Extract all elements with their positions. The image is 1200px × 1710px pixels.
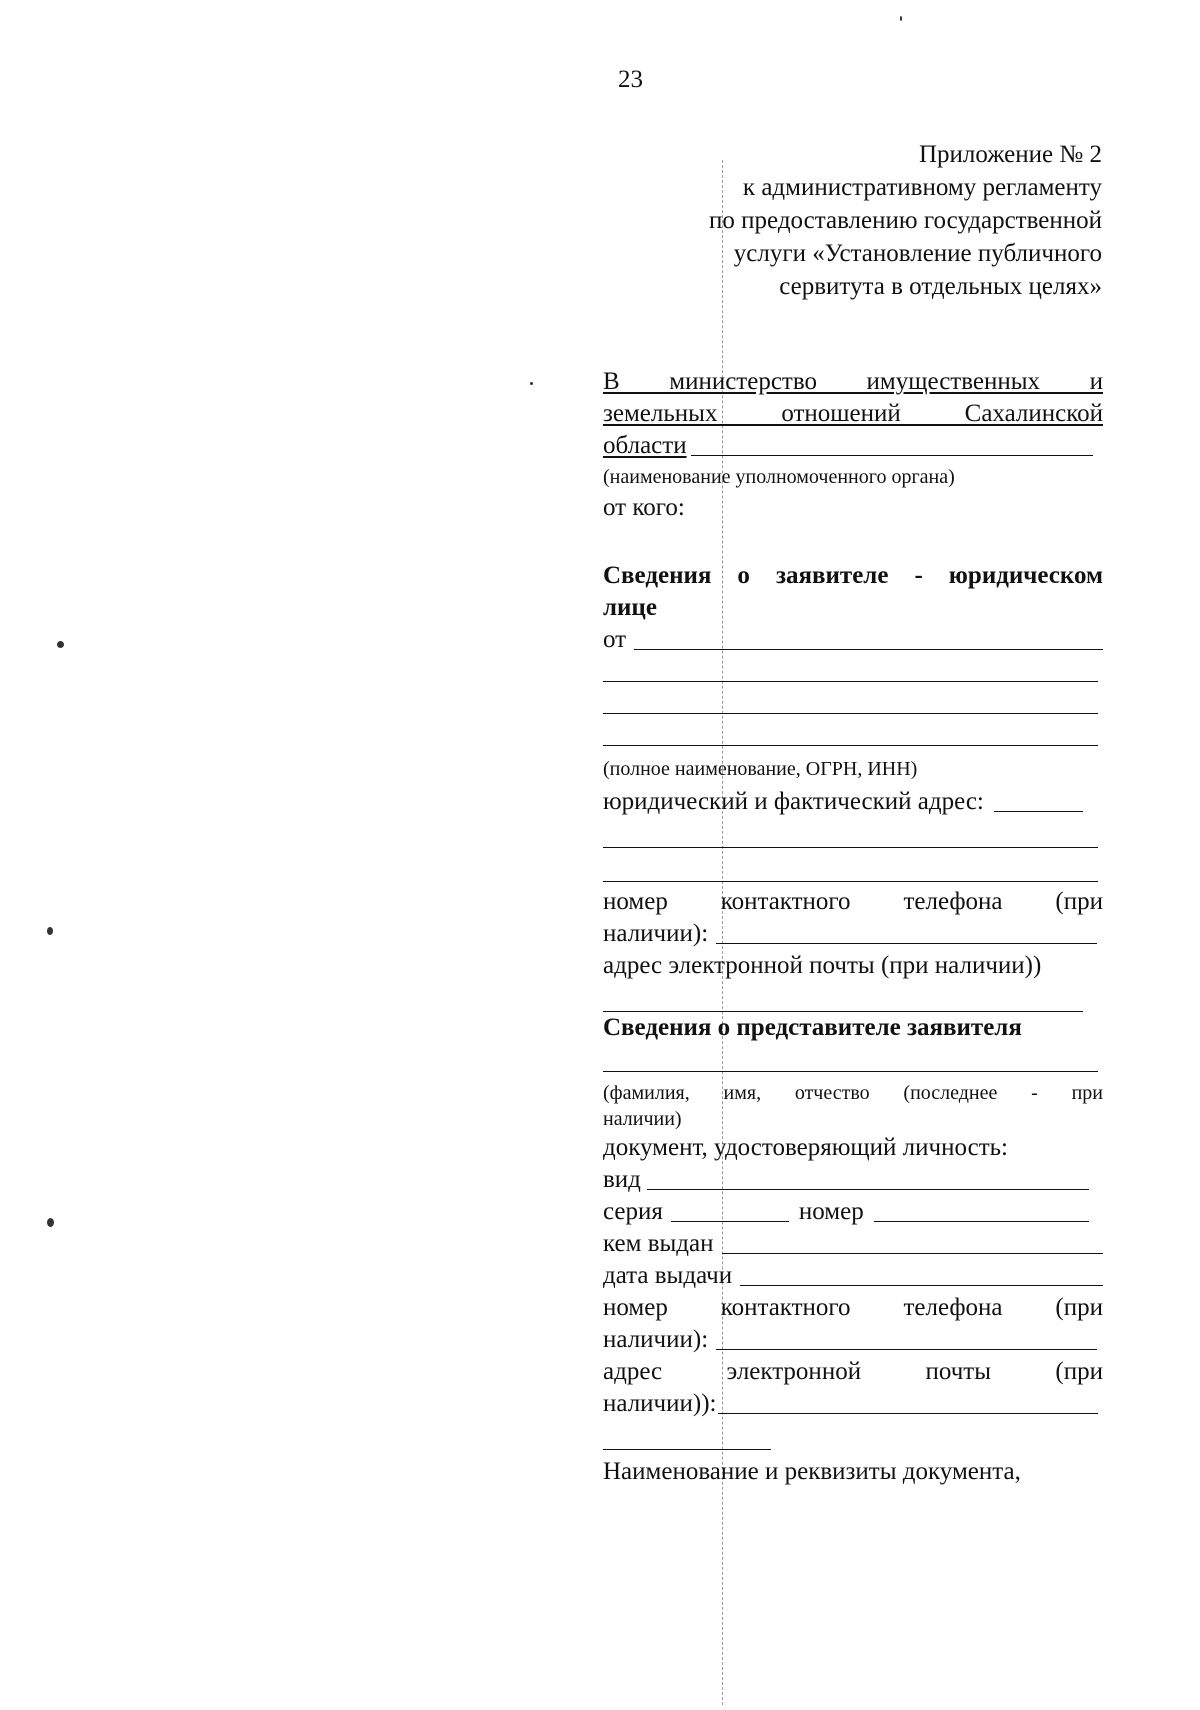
blank-row xyxy=(603,818,1103,850)
number-label: номер xyxy=(798,1198,864,1225)
blank-row xyxy=(603,688,1103,720)
representative-heading: Сведения о представителе заявителя xyxy=(603,1014,1022,1041)
from-whom-label: от кого: xyxy=(603,494,685,521)
fio-caption: наличии) xyxy=(603,1108,682,1130)
blank-row xyxy=(603,982,1103,1012)
blank-row xyxy=(603,720,1103,752)
applicant-block xyxy=(603,560,1103,1012)
addressee-line-with-blank xyxy=(603,430,1103,462)
scan-speck xyxy=(47,927,53,935)
blank-line xyxy=(647,1188,1089,1190)
blank-row xyxy=(603,656,1103,688)
addressee-line: В министерство имущественных и xyxy=(603,368,1103,395)
representative-block xyxy=(603,1012,1103,1488)
addressee-line: области xyxy=(603,432,687,459)
scan-speck xyxy=(57,641,64,648)
addressee-block xyxy=(603,366,1103,524)
blank-line xyxy=(716,942,1097,944)
fio-caption: (фамилия, имя, отчество (последнее - при xyxy=(603,1082,1103,1104)
phone-line: номер контактного телефона (при xyxy=(603,888,1103,915)
doc-kind-label: вид xyxy=(603,1166,641,1193)
scan-speck xyxy=(530,382,533,385)
address-line xyxy=(603,786,1103,818)
blank-line xyxy=(716,1348,1097,1350)
doc-kind-line xyxy=(603,1164,1103,1196)
rep-phone-line-with-blank xyxy=(603,1324,1103,1356)
rep-phone-line: номер контактного телефона (при xyxy=(603,1294,1103,1321)
series-label: серия xyxy=(603,1198,663,1225)
document-details-label: Наименование и реквизиты документа, xyxy=(603,1458,1021,1485)
blank-row xyxy=(603,850,1103,882)
email-label: адрес электронной почты (при наличии)) xyxy=(603,952,1042,979)
appendix-line: услуги «Установление публичного xyxy=(733,240,1102,267)
from-label: от xyxy=(603,626,627,653)
rep-email-line: адрес электронной почты (при xyxy=(603,1358,1103,1385)
appendix-line: по предоставлению государственной xyxy=(709,207,1102,234)
page-number: 23 xyxy=(618,66,643,93)
scan-speck xyxy=(47,1218,54,1227)
blank-line xyxy=(722,1252,1104,1254)
blank-line xyxy=(740,1284,1103,1286)
appendix-line: сервитута в отдельных целях» xyxy=(779,273,1102,300)
blank-line xyxy=(634,648,1103,650)
appendix-header xyxy=(542,138,1102,303)
short-blank-row xyxy=(603,1420,1103,1450)
blank-line xyxy=(671,1220,789,1222)
scan-speck xyxy=(900,16,902,21)
blank-line xyxy=(874,1220,1089,1222)
phone-label: наличии): xyxy=(603,920,709,947)
addressee-line: земельных отношений Сахалинской xyxy=(603,400,1103,427)
id-document-label: документ, удостоверяющий личность: xyxy=(603,1134,1008,1161)
issue-date-line xyxy=(603,1260,1103,1292)
address-label: юридический и фактический адрес: xyxy=(603,788,984,815)
rep-email-label: наличии)): xyxy=(603,1390,717,1417)
issued-by-line xyxy=(603,1228,1103,1260)
series-number-line xyxy=(603,1196,1103,1228)
applicant-heading: Сведения о заявителе - юридическом xyxy=(603,562,1103,589)
blank-line xyxy=(691,454,1093,456)
blank-line xyxy=(718,1412,1098,1414)
name-caption: (полное наименование, ОГРН, ИНН) xyxy=(603,758,918,780)
phone-line-with-blank xyxy=(603,918,1103,950)
issue-date-label: дата выдачи xyxy=(603,1262,733,1289)
applicant-from-line xyxy=(603,624,1103,656)
rep-email-line-with-blank xyxy=(603,1388,1103,1420)
blank-line xyxy=(994,810,1083,812)
organ-caption: (наименование уполномоченного органа) xyxy=(603,466,955,488)
blank-row xyxy=(603,1044,1103,1074)
rep-phone-label: наличии): xyxy=(603,1326,709,1353)
applicant-heading: лице xyxy=(603,594,657,621)
appendix-title: Приложение № 2 xyxy=(918,141,1102,168)
appendix-line: к административному регламенту xyxy=(742,174,1102,201)
issued-by-label: кем выдан xyxy=(603,1230,714,1257)
